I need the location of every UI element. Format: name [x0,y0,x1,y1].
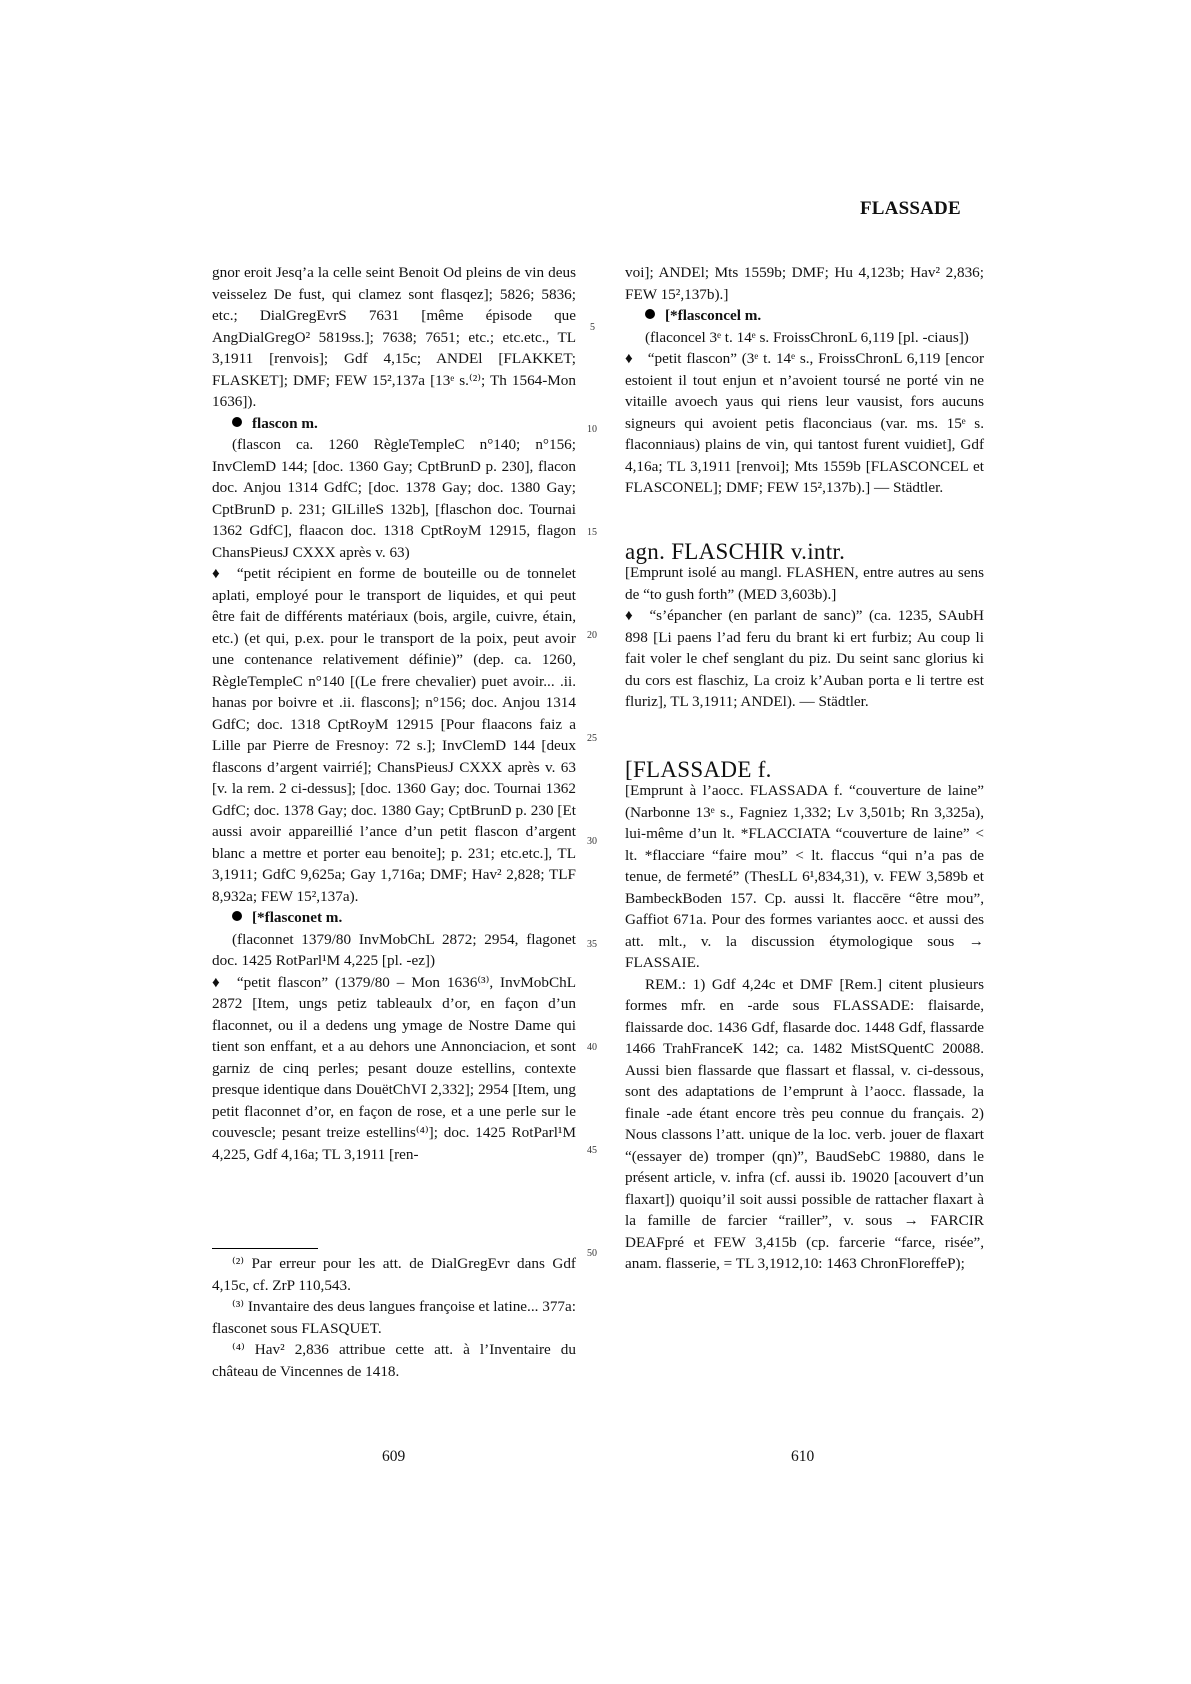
footnote: ⁽⁴⁾ Hav² 2,836 attribue cette att. à l’Inventaire du château de Vincennes de 1418. [212,1341,576,1380]
footnote: ⁽³⁾ Invantaire des deus langues françoise et latine... 377a: flasconet sous FLASQUET. [212,1298,576,1337]
running-header: FLASSADE [860,198,961,219]
diamond-icon: ♦ [212,565,223,582]
line-number: 25 [587,733,597,744]
diamond-icon: ♦ [625,607,636,624]
bullet-dot-icon [232,417,242,427]
footnote-separator [212,1248,318,1249]
page-number-right: 610 [791,1448,815,1465]
line-number: 40 [587,1042,597,1053]
bullet-dot-icon [232,911,242,921]
page-number-left: 609 [382,1448,406,1465]
flascon-definition: ♦ “petit récipient en forme de bouteille ou de tonnelet aplati, employé pour le transport de liquides, et qui peut être fait de différents matériaux (bois, argile, cuivre, étain, etc.) (et qui, p.ex. pour le transport de la poix, peut avoir une contenance relativement définie)” (dep. ca. 1260, RègleTempleC n°140 [(Le frere chevalier) puet avoir... .ii. hanas por boivre et .ii. flascons]; n°156; doc. Anjou 1314 GdfC; doc. 1318 CptRoyM 12915 [Pour flaacons faiz a Lille par Pierre de Fresnoy: 72 s.]; InvClemD 144 [deux flascons d’argent vairrié]; ChansPieusJ CXXX après v. 63 [v. la rem. 2 ci-dessus]; [doc. 1360 Gay; doc. Tournai 1362 GdfC; doc. 1378 Gay; doc. 1380 Gay; CptBrunD p. 230 [Et aussi avoir appareillié l’ance d’un petit flascon d’argent blanc a mettre et porter eau benoite]; p. 231; etc.etc.], TL 3,1911; GdfC 9,625a; Gay 1,716a; DMF; Hav² 2,828; TLF 8,932a; FEW 15²,137a). [212,565,576,905]
line-number: 45 [587,1145,597,1156]
line-number: 50 [587,1248,597,1259]
line-number: 15 [587,527,597,538]
continued-paragraph: gnor eroit Jesq’a la celle seint Benoit Od pleins de vin deus veisselez De fust, qui clamez sont flasqez]; 5826; 5836; etc.; DialGregEvrS 7631 [même épisode que AngDialGregO² 5819ss.]; 7638; 7651; etc.; etc.etc., TL 3,1911 [renvois]; Gdf 4,15c; ANDEl [FLAKKET; FLASKET]; DMF; FEW 15²,137a [13ᵉ s.⁽²⁾; Th 1564-Mon 1636]). [212,264,576,410]
headword-flassade: [FLASSADE f. [625,756,772,782]
line-number: 35 [587,939,597,950]
diamond-icon: ♦ [212,973,223,991]
headword-flaschir: agn. FLASCHIR v.intr. [625,538,846,564]
flasconcel-definition: ♦ “petit flascon” (3ᵉ t. 14ᵉ s., FroissChronL 6,119 [encor estoient il tout enjun et n’avoient toursé ne porté vin ne vitaille avoech yaus qui riens leur vausist, fors aucuns signeurs qui avoient petis flaconciaus (var. ms. 15ᵉ s. flaconniaus) plains de vin, qui tantost furent vuidiet], Gdf 4,16a; TL 3,1911 [renvoi]; Mts 1559b [FLASCONCEL et FLASCONEL]; DMF; FEW 15²,137b).] — Städtler. [625,350,984,496]
flaschir-definition: ♦ “s’épancher (en parlant de sanc)” (ca. 1235, SAubH 898 [Li paens l’ad feru du brant ki ert furbiz; Au coup li fait voler le chef senglant du piz. Du seint sanc glorius ki du cors est flaschiz, La croiz k’Auban porta e li tertre est fluriz], TL 3,1911; ANDEl). — Städtler. [625,607,984,710]
flasconet-forms: (flaconnet 1379/80 InvMobChL 2872; 2954, flagonet doc. 1425 RotParl¹M 4,225 [pl. -ez]) [212,930,576,969]
line-number: 30 [587,836,597,847]
left-column [212,262,576,1165]
entry-flasconcel: [*flasconcel m. [625,305,984,327]
flasconcel-forms: (flaconcel 3ᵉ t. 14ᵉ s. FroissChronL 6,119 [pl. -ciaus]) [645,328,969,346]
entry-flascon: flascon m. [212,413,576,435]
continued-paragraph: voi]; ANDEl; Mts 1559b; DMF; Hu 4,123b; Hav² 2,836; FEW 15²,137b).] [625,264,984,303]
flassade-etymology: [Emprunt à l’aocc. FLASSADA f. “couverture de laine” (Narbonne 13ᵉ s., Fagniez 1,332; Lv 3,501b; Rn 3,325a), lui-même d’un lt. *FLACCIATA “couverture de laine” < lt. *flacciare “faire mou” < lt. flaccus “qui n’a pas de tenue, de fermeté” (ThesLL 6¹,834,31), v. FEW 3,589b et BambeckBoden 157. Cp. aussi lt. flaccēre “être mou”, Gaffiot 671a. Pour des formes variantes aocc. et aussi des att. mlt., v. la discussion étymologique sous → FLASSAIE. [625,782,984,971]
flassade-remarks: REM.: 1) Gdf 4,24c et DMF [Rem.] citent plusieurs formes mfr. en -arde sous FLASSADE: flaisarde, flaissarde doc. 1436 Gdf, flasarde doc. 1448 Gdf, flassarde 1466 TrahFranceK 142; ca. 1482 MistSQuentC 20088. Aussi bien flassarde que flassart et flassal, v. ci-dessous, sont des adaptations de l’emprunt à l’aocc. flassade, la finale -ade étant encore très peu connue du français. 2) Nous classons l’att. unique de la loc. verb. jouer de flaxart “(essayer de) tromper (qn)”, BaudSebC 19880, dans le présent article, v. infra (cf. aussi ib. 19020 [acouvert d’un flaxart]) quoiqu’il soit aussi possible de rattacher flaxart à la famille de farcier “railler”, v. sous → FARCIR DEAFpré et FEW 3,415b (cp. farcerie “farce, risée”, anam. flasserie, = TL 3,1912,10: 1463 ChronFloreffeP); [625,975,984,1272]
flaschir-etymology: [Emprunt isolé au mangl. FLASHEN, entre autres au sens de “to gush forth” (MED 3,603b).] [625,564,984,603]
right-column [625,262,984,1275]
line-number: 10 [587,424,597,435]
bullet-dot-icon [645,309,655,319]
flasconet-definition: ♦ “petit flascon” (1379/80 – Mon 1636⁽³⁾, InvMobChL 2872 [Item, ungs petiz tableaulx d’or, en façon d’un flaconnet, ou il a dedens ung ymage de Nostre Dame qui tient son enffant, et a au dehors une Annonciacion, et sont garniz de cinq perles; pesant douze estellins, contexte presque identique dans DouëtChVI 2,332]; 2954 [Item, ung petit flaconnet d’or, en façon de rose, et a une perle sur le couvescle; pesant treize estellins⁽⁴⁾]; doc. 1425 RotParl¹M 4,225, Gdf 4,16a; TL 3,1911 [ren- [212,973,576,1163]
diamond-icon: ♦ [625,350,634,367]
line-number: 5 [590,322,595,333]
line-number: 20 [587,630,597,641]
footnote: ⁽²⁾ Par erreur pour les att. de DialGregEvr dans Gdf 4,15c, cf. ZrP 110,543. [212,1255,576,1294]
entry-flasconet: [*flasconet m. [212,907,576,929]
footnotes [212,1253,576,1382]
flascon-forms: (flascon ca. 1260 RègleTempleC n°140; n°156; InvClemD 144; [doc. 1360 Gay; CptBrunD p. 230], flacon doc. Anjou 1314 GdfC; [doc. 1378 Gay; doc. 1380 Gay; CptBrunD p. 231; GlLilleS 132b], [flaschon doc. Tournai 1362 GdfC], flaacon doc. 1318 CptRoyM 12915, flagon ChansPieusJ CXXX après v. 63) [212,436,576,561]
